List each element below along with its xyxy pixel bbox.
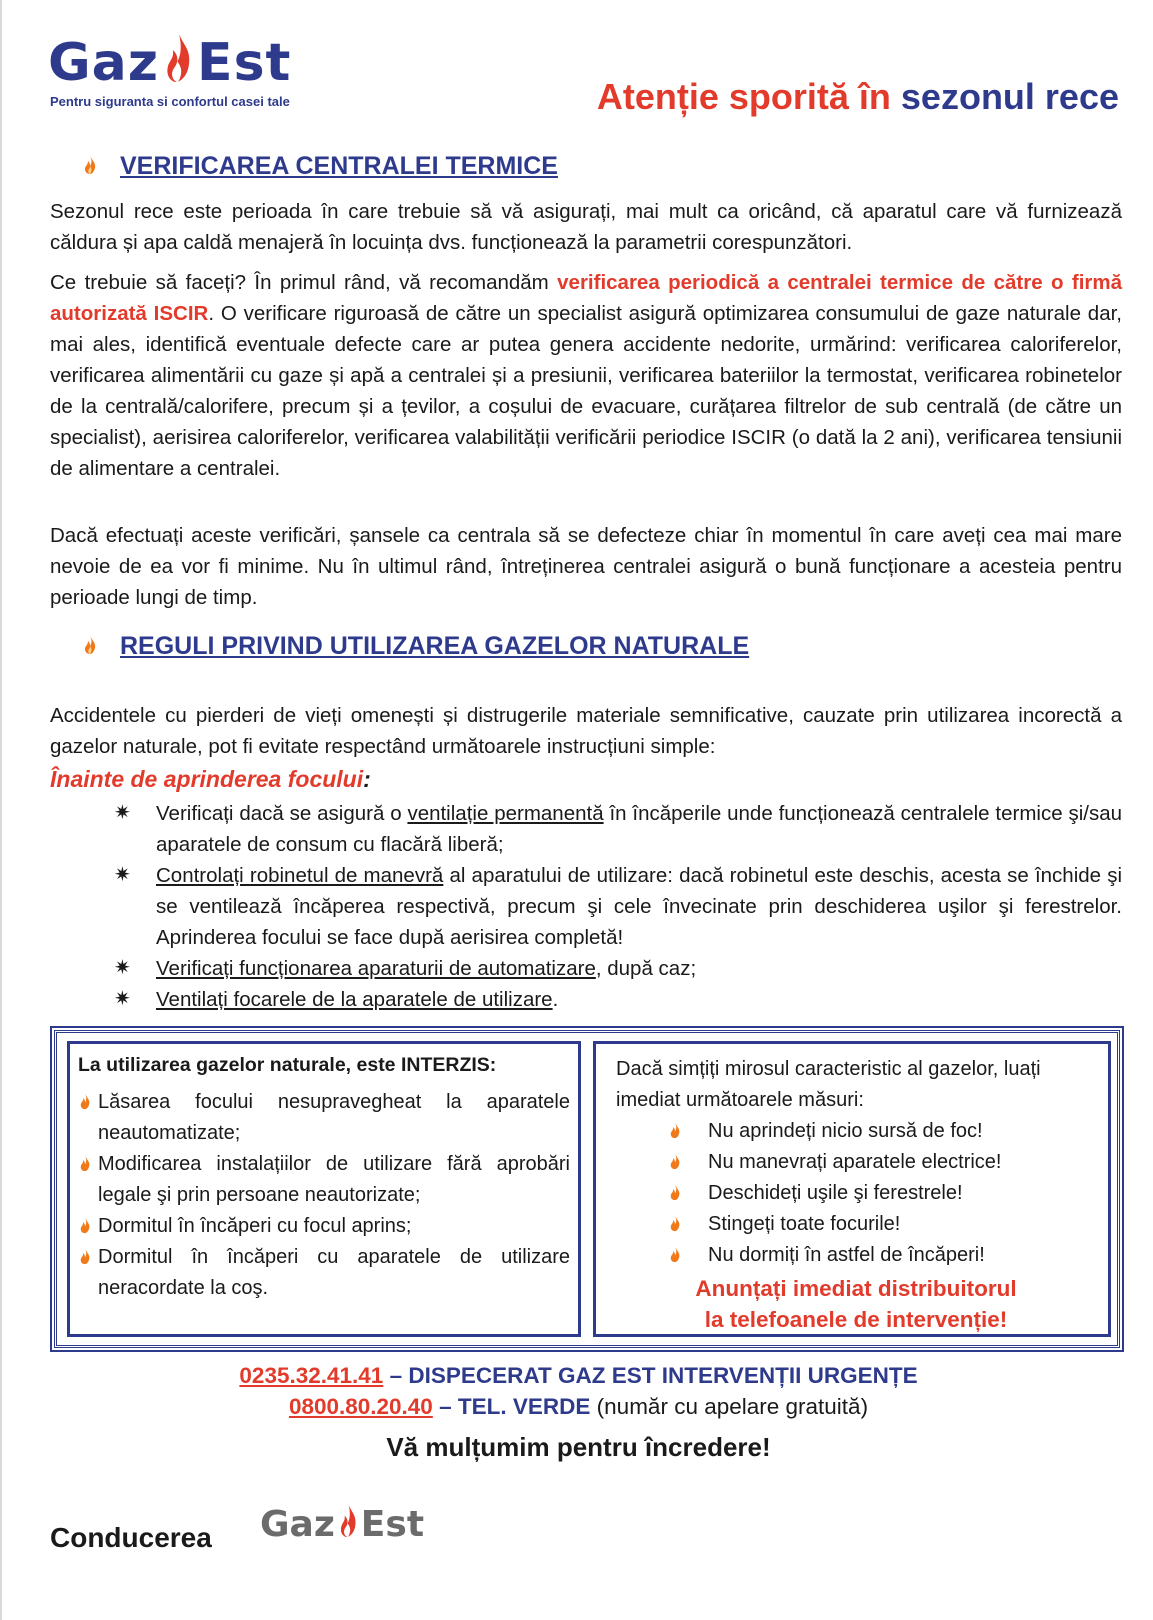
paragraph-intro: Sezonul rece este perioada în care trebuie să vă asigurați, mai mult ca oricând, că aparatul care vă furnizează căldura și apa caldă menajeră în locuința dvs. funcționează la parametrii corespunzători. (50, 200, 1122, 254)
forbidden-box (67, 1041, 581, 1337)
subhead-colon: : (363, 766, 371, 792)
list-item-text: Stingeți toate focurile! (708, 1213, 901, 1235)
logo-wordmark (48, 32, 291, 93)
list-item-text: Nu aprindeți nicio sursă de foc! (708, 1120, 983, 1142)
flame-bullet-icon (78, 1217, 92, 1234)
list-item (668, 1209, 1096, 1240)
logo-text-right: Est (360, 1504, 425, 1545)
subhead-before-ignition (50, 766, 371, 793)
list-item (78, 1242, 570, 1304)
list-item (78, 1149, 570, 1211)
list-item (668, 1147, 1096, 1178)
logo-tagline: Pentru siguranta si confortul casei tale (50, 94, 290, 109)
star-bullet-icon: ✷ (114, 988, 131, 1010)
star-bullet-icon: ✷ (114, 802, 131, 824)
flame-bullet-icon (78, 1093, 92, 1110)
flame-bullet-icon (668, 1184, 682, 1201)
signature: Conducerea (50, 1522, 212, 1553)
call-distributor-alert (616, 1273, 1096, 1335)
section-title-reguli (82, 632, 749, 661)
list-item (668, 1178, 1096, 1209)
list-item-text: Nu dormiți în astfel de încăperi! (708, 1244, 985, 1266)
contact-line-dispatch (2, 1360, 1153, 1391)
list-item (114, 953, 1122, 984)
phone-dispatch-link[interactable]: 0235.32.41.41 (239, 1363, 384, 1388)
forbidden-title: La utilizarea gazelor naturale, este INTERZIS: (78, 1054, 497, 1076)
logo-text-right: Est (197, 33, 292, 93)
section-title-verificare (82, 152, 558, 181)
bullet-text: Verificați dacă se asigură o (156, 802, 408, 825)
list-item (78, 1211, 570, 1242)
paragraph-recommendation (50, 267, 1122, 484)
headline-red: Atenție sporită în (596, 76, 891, 117)
star-bullet-icon: ✷ (114, 864, 131, 886)
logo-text-left: Gaz (48, 33, 160, 93)
flame-bullet-icon (82, 635, 98, 655)
flame-logo-icon (338, 1502, 358, 1540)
list-item (114, 798, 1122, 860)
highlight-iscir: verificarea periodică a centralei termice de către o firmă autorizată ISCIR (50, 271, 1122, 325)
list-item-text: Dormitul în încăperi cu aparatele de utilizare neracordate la coş. (98, 1246, 570, 1299)
bullet-text: în încăperile unde funcționează centralele termice şi/sau aparatele de consum cu flacără liberă; (156, 802, 1122, 856)
bullet-underlined: Ventilați focarele de la aparatele de utilizare (156, 988, 553, 1011)
list-item (668, 1240, 1096, 1271)
logo-text-left: Gaz (260, 1504, 335, 1545)
headline-blue: sezonul rece (900, 76, 1119, 117)
list-item (114, 860, 1122, 953)
flame-logo-icon (163, 32, 193, 84)
paragraph-benefits: Dacă efectuați aceste verificări, șansele ca centrala să se defecteze chiar în momentul în care aveți cea mai mare nevoie de ea vor fi minime. Nu în ultimul rând, întreținerea centralei asigură o bună funcționare a acesteia pentru perioade lungi de timp. (50, 524, 1122, 609)
section-title-text: VERIFICAREA CENTRALEI TERMICE (120, 152, 558, 180)
bullet-text: , după caz; (595, 957, 697, 980)
paragraph-text: . O verificare riguroasă de către un specialist asigură optimizarea consumului de gaze naturale dar, mai ales, identifică eventuale defecte care ar putea genera accidente nedorite, urmărind: verificarea caloriferelor, verificarea alimentării cu gaze și apă a centralei și a presiunii, verificarea bateriilor la termostat, verificarea robinetelor de la centrală/calorifere, precum și a țevilor, a coșului de evacuare, curățarea filtrelor de sub centrală (de către un specialist), aerisirea caloriferelor, verificarea valabilității verificării periodice ISCIR (o dată la 2 ani), verificarea tensiunii de alimentare a centralei. (50, 302, 1122, 480)
phone-green-link[interactable]: 0800.80.20.40 (288, 1394, 433, 1419)
list-item-text: Deschideți uşile şi ferestrele! (708, 1182, 963, 1204)
forbidden-list (78, 1087, 570, 1304)
flame-bullet-icon (78, 1155, 92, 1172)
list-item (668, 1116, 1096, 1147)
dash: – (389, 1363, 403, 1388)
bullet-underlined: Controlați robinetul de manevră (156, 864, 444, 887)
thank-you-message: Vă mulțumim pentru încredere! (386, 1432, 771, 1462)
gas-smell-actions (668, 1116, 1096, 1271)
ignition-rules-list (114, 798, 1122, 1015)
flame-bullet-icon (668, 1215, 682, 1232)
list-item-text: Lăsarea focului nesupravegheat la aparatele neautomatizate; (98, 1091, 570, 1144)
dispatch-label: DISPECERAT GAZ EST INTERVENȚII URGENȚE (408, 1363, 918, 1388)
section-title-text: REGULI PRIVIND UTILIZAREA GAZELOR NATURALE (120, 632, 750, 660)
list-item (114, 984, 1122, 1015)
safety-boxes (54, 1030, 1120, 1348)
list-item-text: Nu manevrați aparatele electrice! (708, 1151, 1002, 1173)
flame-bullet-icon (78, 1248, 92, 1265)
contact-line-green (2, 1391, 1153, 1422)
bullet-underlined: Verificați funcționarea aparaturii de automatizare (156, 957, 596, 980)
list-item-text: Dormitul în încăperi cu focul aprins; (98, 1215, 412, 1237)
alert-line: Anunțați imediat distribuitorul (695, 1276, 1017, 1301)
green-line-label: TEL. VERDE (457, 1394, 591, 1419)
star-bullet-icon: ✷ (114, 957, 131, 979)
flame-bullet-icon (668, 1153, 682, 1170)
headline (597, 76, 1119, 118)
flame-bullet-icon (668, 1122, 682, 1139)
gazest-logo-small (260, 1502, 424, 1545)
gas-smell-box (593, 1041, 1111, 1337)
list-item-text: Modificarea instalațiilor de utilizare fără aprobări legale şi prin persoane neautorizate; (98, 1153, 570, 1206)
flame-bullet-icon (668, 1246, 682, 1263)
subhead-text: Înainte de aprinderea focului (50, 766, 364, 792)
gazest-logo (48, 18, 308, 110)
flame-bullet-icon (82, 155, 98, 175)
paragraph-accidents: Accidentele cu pierderi de vieți omenești și distrugerile materiale semnificative, cauzate prin utilizarea incorectă a gazelor naturale, pot fi evitate respectând următoarele instrucțiuni simple: (50, 704, 1122, 758)
paragraph-text: Ce trebuie să faceți? În primul rând, vă recomandăm (50, 271, 558, 294)
alert-line: la telefoanele de intervenție! (704, 1307, 1008, 1332)
free-call-note: (număr cu apelare gratuită) (596, 1394, 869, 1419)
bullet-text: al aparatului de utilizare: dacă robinetul este deschis, acesta se închide şi se ventilează încăperea respectivă, precum şi cele învecinate prin deschiderea uşilor şi ferestrelor. Aprinderea focului se face după aerisirea completă! (156, 864, 1122, 949)
emergency-contacts (2, 1360, 1153, 1422)
list-item (78, 1087, 570, 1149)
gas-smell-intro: Dacă simțiți mirosul caracteristic al gazelor, luați imediat următoarele măsuri: (616, 1058, 1041, 1111)
dash: – (439, 1394, 452, 1419)
bullet-underlined: ventilație permanentă (407, 802, 604, 825)
bullet-text: . (552, 988, 559, 1011)
